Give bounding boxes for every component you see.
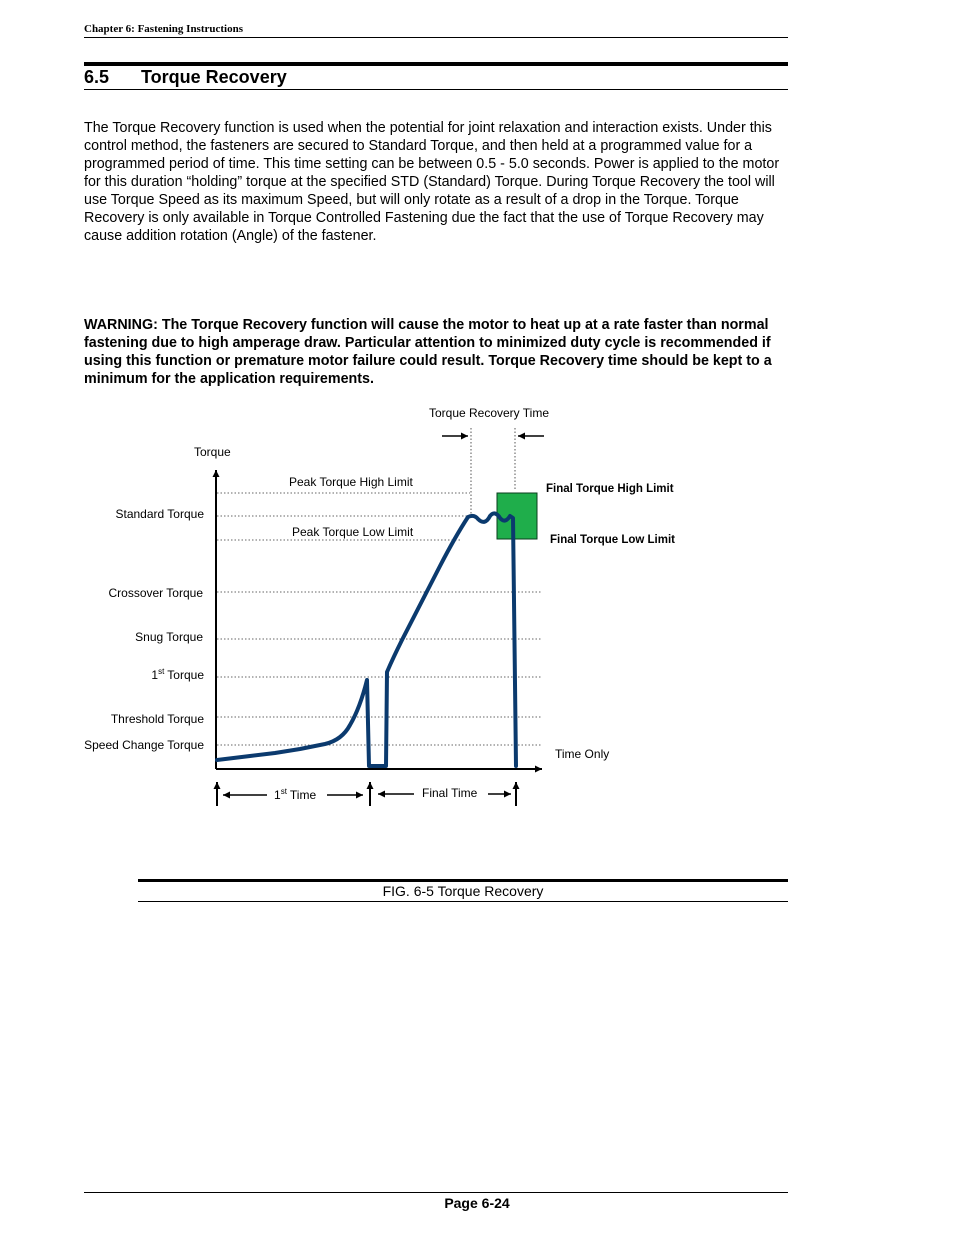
snug-torque-label: Snug Torque	[135, 630, 203, 644]
final-time-label: Final Time	[422, 786, 478, 800]
chapter-header: Chapter 6: Fastening Instructions	[84, 23, 244, 35]
standard-torque-label: Standard Torque	[115, 507, 204, 521]
torque-curve	[217, 513, 516, 766]
figure-caption: FIG. 6-5 Torque Recovery	[382, 883, 544, 899]
crossover-torque-label: Crossover Torque	[108, 586, 203, 600]
first-time-label: 1st Time	[274, 787, 317, 802]
section-number: 6.5	[84, 67, 110, 87]
peak-high-limit-label: Peak Torque High Limit	[289, 475, 413, 489]
torque-recovery-time-label: Torque Recovery Time	[428, 406, 550, 420]
final-high-limit-label: Final Torque High Limit	[546, 483, 674, 495]
threshold-torque-label: Threshold Torque	[110, 712, 204, 726]
body-paragraph: The Torque Recovery function is used when the potential for joint relaxation and interaction exists. Under this control method, the fasteners are secured to Standard Torque, and then held at a programmed value for a programmed period of time. This time setting can be between 0.5 - 5.0 seconds. Power is applied to the motor for this duration “holding” torque at the specified STD (Standard) Torque. During Torque Recovery the tool will use Torque Speed as its maximum Speed, but will only rotate as a result of a drop in the Torque. Torque Recovery is only available in Torque Controlled Fastening due the fact that the use of Torque Recovery may cause addition rotation (Angle) of the fastener.	[84, 120, 780, 244]
y-axis-label: Torque	[194, 445, 231, 459]
page-number: Page 6-24	[444, 1195, 510, 1211]
warning-paragraph: WARNING: The Torque Recovery function will cause the motor to heat up at a rate faster than normal fastening due to high amperage draw. Particular attention to minimized duty cycle is recommended if using this function or premature motor failure could result. Torque Recovery time should be kept to a minimum for the application requirements.	[84, 317, 772, 387]
final-low-limit-label: Final Torque Low Limit	[550, 534, 676, 546]
peak-low-limit-label: Peak Torque Low Limit	[292, 525, 414, 539]
first-torque-label: 1st Torque	[151, 667, 204, 682]
footer-rule	[84, 1192, 788, 1193]
caption-top-rule	[138, 879, 788, 882]
time-only-label: Time Only	[555, 747, 610, 761]
speed-change-torque-label: Speed Change Torque	[84, 738, 204, 752]
section-title-text: Torque Recovery	[141, 67, 287, 87]
final-torque-window	[497, 493, 537, 539]
caption-bottom-rule	[138, 901, 788, 902]
